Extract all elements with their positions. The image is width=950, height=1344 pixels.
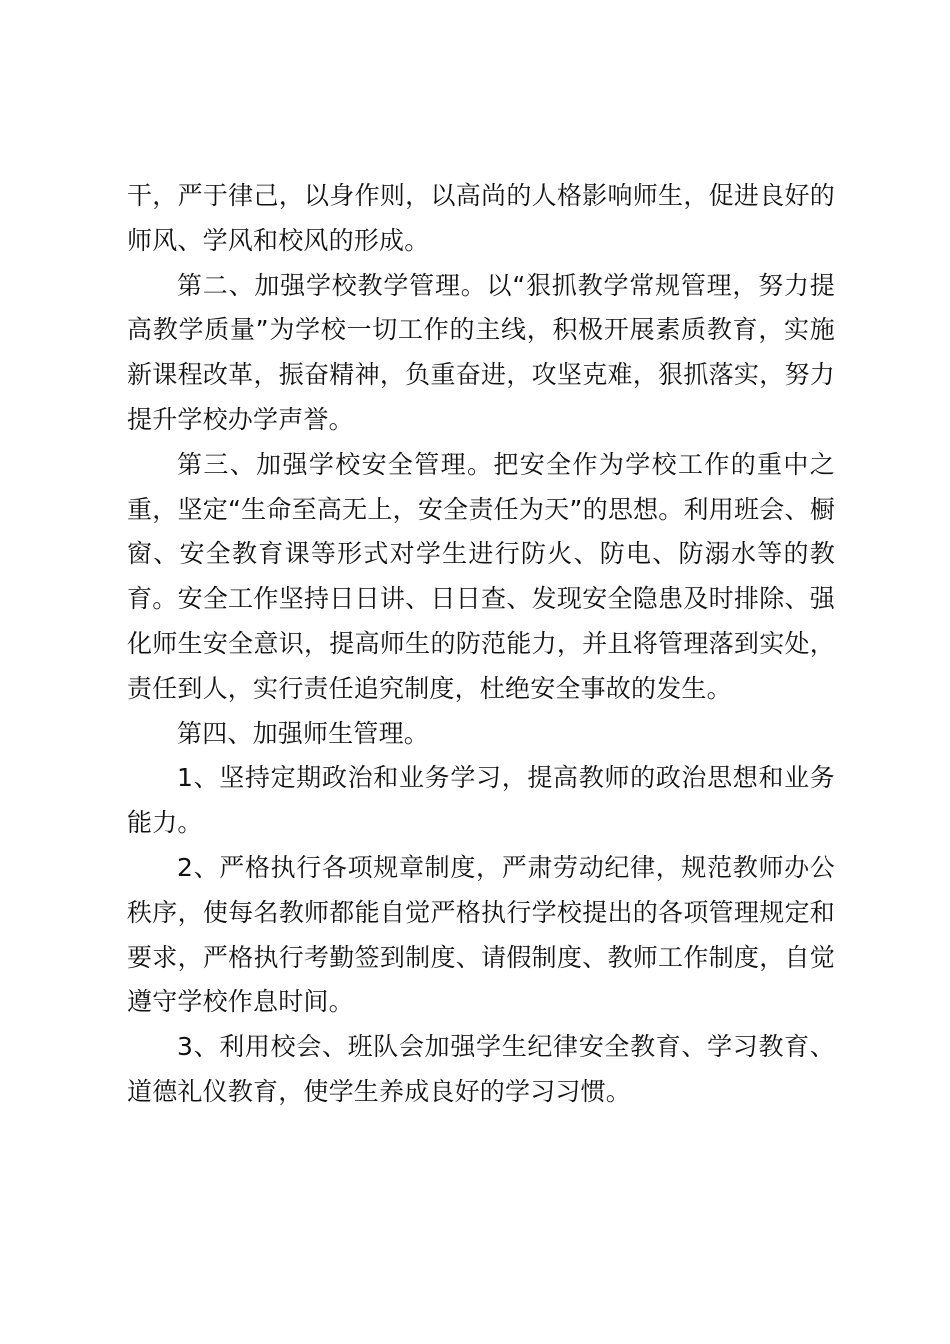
list-item-2: 2、严格执行各项规章制度，严肃劳动纪律，规范教师办公秩序，使每名教师都能自觉严格执行学校提出的各项管理规定和要求，严格执行考勤签到制度、请假制度、教师工作制度，自觉遵守学校作息时间。	[127, 852, 835, 1017]
list-item-3: 3、利用校会、班队会加强学生纪律安全教育、学习教育、道德礼仪教育，使学生养成良好的学习习惯。	[127, 1032, 835, 1106]
document-body	[127, 174, 835, 1115]
paragraph-teaching-management: 第二、加强学校教学管理。以“狠抓教学常规管理，努力提高教学质量”为学校一切工作的主线，积极开展素质教育，实施新课程改革，振奋精神，负重奋进，攻坚克难，狠抓落实，努力提升学校办学声誉。	[127, 270, 835, 434]
list-item-1: 1、坚持定期政治和业务学习，提高教师的政治思想和业务能力。	[127, 763, 835, 838]
paragraph-continuation: 干，严于律己，以身作则，以高尚的人格影响师生，促进良好的师风、学风和校风的形成。	[127, 181, 835, 255]
paragraph-safety-management: 第三、加强学校安全管理。把安全作为学校工作的重中之重，坚定“生命至高无上，安全责任为天”的思想。利用班会、橱窗、安全教育课等形式对学生进行防火、防电、防溺水等的教育。安全工作坚持日日讲、日日查、发现安全隐患及时排除、强化师生安全意识，提高师生的防范能力，并且将管理落到实处，责任到人，实行责任追究制度，杜绝安全事故的发生。	[127, 449, 835, 703]
paragraph-staff-student-management-heading: 第四、加强师生管理。	[177, 718, 430, 748]
